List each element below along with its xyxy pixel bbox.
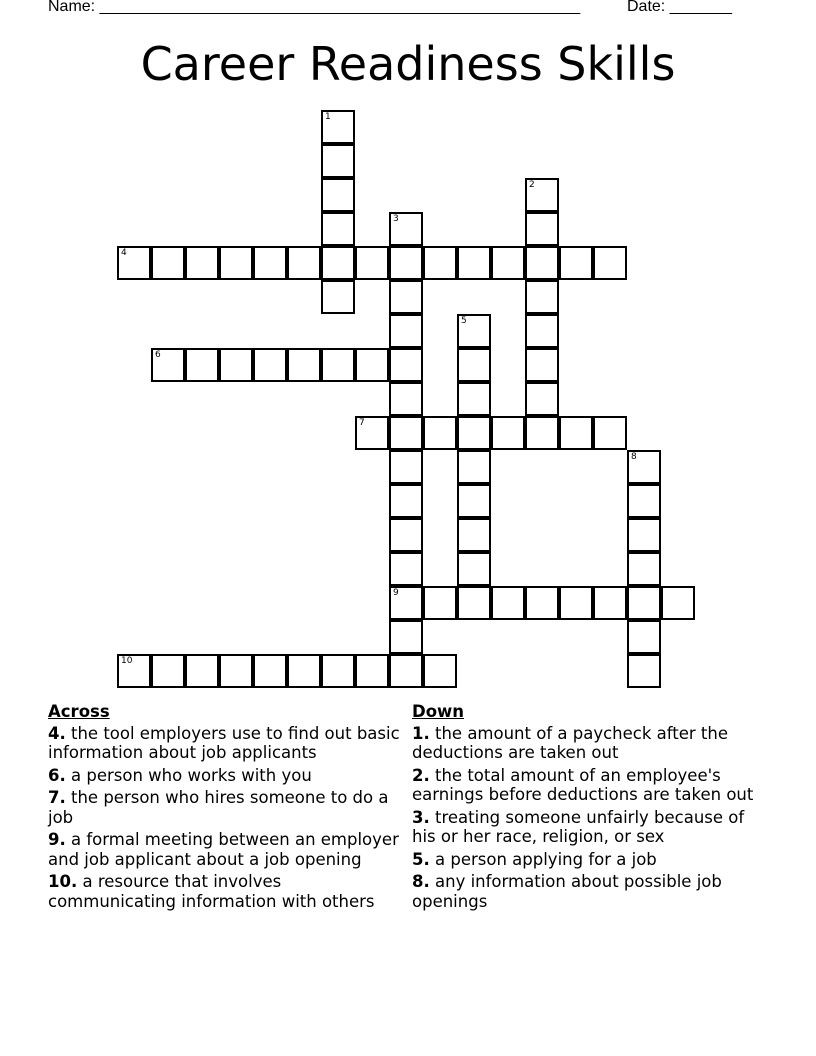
grid-cell[interactable] xyxy=(219,246,253,280)
grid-cell[interactable] xyxy=(457,484,491,518)
clue-text: a formal meeting between an employer and job applicant about a job opening xyxy=(48,830,399,869)
across-clue xyxy=(48,830,408,869)
grid-cell[interactable] xyxy=(389,314,423,348)
clue-text: any information about possible job openings xyxy=(412,872,722,911)
grid-cell[interactable] xyxy=(389,348,423,382)
grid-cell[interactable] xyxy=(389,654,423,688)
grid-cell[interactable] xyxy=(457,348,491,382)
grid-cell[interactable] xyxy=(661,586,695,620)
clue-number-label: 2 xyxy=(529,180,535,190)
clue-number-label: 10 xyxy=(121,656,133,666)
clue-number: 5. xyxy=(412,849,430,869)
grid-cell[interactable] xyxy=(627,552,661,586)
clue-number-label: 6 xyxy=(155,350,161,360)
down-clue xyxy=(412,766,772,805)
grid-cell[interactable] xyxy=(457,518,491,552)
grid-cell[interactable] xyxy=(151,654,185,688)
page-title: Career Readiness Skills xyxy=(140,37,676,91)
clue-text: a person who works with you xyxy=(71,765,312,785)
across-clue xyxy=(48,766,408,786)
grid-cell[interactable] xyxy=(457,382,491,416)
grid-cell[interactable] xyxy=(423,246,457,280)
grid-cell[interactable] xyxy=(593,586,627,620)
grid-cell[interactable] xyxy=(525,348,559,382)
clue-number-label: 5 xyxy=(461,316,467,326)
grid-cell[interactable] xyxy=(627,654,661,688)
grid-cell[interactable] xyxy=(525,314,559,348)
down-clue xyxy=(412,808,772,847)
grid-cell[interactable] xyxy=(389,552,423,586)
clue-number: 2. xyxy=(412,765,430,785)
clue-number: 1. xyxy=(412,723,430,743)
grid-cell[interactable] xyxy=(457,314,491,348)
down-clues xyxy=(412,702,772,914)
grid-cell[interactable] xyxy=(457,552,491,586)
grid-cell[interactable] xyxy=(355,246,389,280)
grid-cell[interactable] xyxy=(457,586,491,620)
grid-cell[interactable] xyxy=(117,654,151,688)
grid-cell[interactable] xyxy=(389,382,423,416)
grid-cell[interactable] xyxy=(355,416,389,450)
grid-cell[interactable] xyxy=(423,586,457,620)
grid-cell[interactable] xyxy=(219,654,253,688)
clue-text: treating someone unfairly because of his or her race, religion, or sex xyxy=(412,807,745,846)
grid-cell[interactable] xyxy=(321,178,355,212)
grid-cell[interactable] xyxy=(389,620,423,654)
grid-cell[interactable] xyxy=(185,246,219,280)
grid-cell[interactable] xyxy=(389,450,423,484)
clue-number: 6. xyxy=(48,765,66,785)
grid-cell[interactable] xyxy=(525,178,559,212)
clue-number-label: 4 xyxy=(121,248,127,258)
grid-cell[interactable] xyxy=(559,416,593,450)
grid-cell[interactable] xyxy=(525,246,559,280)
grid-cell[interactable] xyxy=(287,654,321,688)
down-clue xyxy=(412,724,772,763)
grid-cell[interactable] xyxy=(457,416,491,450)
grid-cell[interactable] xyxy=(627,450,661,484)
clue-text: the tool employers use to find out basic information about job applicants xyxy=(48,723,400,762)
down-clue xyxy=(412,872,772,911)
grid-cell[interactable] xyxy=(151,348,185,382)
grid-cell[interactable] xyxy=(389,246,423,280)
grid-cell[interactable] xyxy=(287,246,321,280)
grid-cell[interactable] xyxy=(559,246,593,280)
grid-cell[interactable] xyxy=(457,246,491,280)
clue-number-label: 7 xyxy=(359,418,365,428)
grid-cell[interactable] xyxy=(457,450,491,484)
name-field-label[interactable]: Name: ______________________________________________________ xyxy=(48,0,581,15)
clue-number: 9. xyxy=(48,830,66,849)
clue-number-label: 9 xyxy=(393,588,399,598)
grid-cell[interactable] xyxy=(321,212,355,246)
grid-cell[interactable] xyxy=(253,246,287,280)
grid-cell[interactable] xyxy=(389,416,423,450)
grid-cell[interactable] xyxy=(355,654,389,688)
date-field-label[interactable]: Date: _______ xyxy=(627,0,732,15)
grid-cell[interactable] xyxy=(525,416,559,450)
clue-number-label: 3 xyxy=(393,214,399,224)
across-clue xyxy=(48,724,408,763)
grid-cell[interactable] xyxy=(525,586,559,620)
grid-cell[interactable] xyxy=(491,416,525,450)
grid-cell[interactable] xyxy=(185,348,219,382)
grid-cell[interactable] xyxy=(525,212,559,246)
grid-cell[interactable] xyxy=(321,348,355,382)
across-clue xyxy=(48,872,408,911)
grid-cell[interactable] xyxy=(593,246,627,280)
clue-number: 3. xyxy=(412,807,430,827)
clue-number: 4. xyxy=(48,723,66,743)
grid-cell[interactable] xyxy=(321,110,355,144)
clue-number: 7. xyxy=(48,788,66,807)
grid-cell[interactable] xyxy=(321,280,355,314)
down-clue xyxy=(412,850,772,870)
grid-cell[interactable] xyxy=(185,654,219,688)
grid-cell[interactable] xyxy=(525,382,559,416)
grid-cell[interactable] xyxy=(491,246,525,280)
clue-number: 10. xyxy=(48,872,78,891)
grid-cell[interactable] xyxy=(627,518,661,552)
clue-number-label: 1 xyxy=(325,112,331,122)
across-clue xyxy=(48,788,408,827)
clue-text: a person applying for a job xyxy=(435,849,657,869)
grid-cell[interactable] xyxy=(253,654,287,688)
clue-text: the amount of a paycheck after the deductions are taken out xyxy=(412,723,728,762)
grid-cell[interactable] xyxy=(389,518,423,552)
grid-cell[interactable] xyxy=(389,484,423,518)
grid-cell[interactable] xyxy=(627,620,661,654)
down-heading: Down xyxy=(412,702,465,721)
grid-cell[interactable] xyxy=(389,280,423,314)
clue-text: a resource that involves communicating information with others xyxy=(48,872,375,911)
grid-cell[interactable] xyxy=(423,654,457,688)
grid-cell[interactable] xyxy=(321,654,355,688)
grid-cell[interactable] xyxy=(321,144,355,178)
across-clues xyxy=(48,702,408,914)
grid-cell[interactable] xyxy=(627,484,661,518)
grid-cell[interactable] xyxy=(253,348,287,382)
grid-cell[interactable] xyxy=(525,280,559,314)
grid-cell[interactable] xyxy=(219,348,253,382)
grid-cell[interactable] xyxy=(117,246,151,280)
grid-cell[interactable] xyxy=(559,586,593,620)
grid-cell[interactable] xyxy=(423,416,457,450)
grid-cell[interactable] xyxy=(593,416,627,450)
clue-text: the total amount of an employee's earnings before deductions are taken out xyxy=(412,765,754,804)
clue-text: the person who hires someone to do a job xyxy=(48,788,389,827)
grid-cell[interactable] xyxy=(151,246,185,280)
clue-number: 8. xyxy=(412,872,430,891)
grid-cell[interactable] xyxy=(389,586,423,620)
clue-number-label: 8 xyxy=(631,452,637,462)
grid-cell[interactable] xyxy=(491,586,525,620)
across-heading: Across xyxy=(48,702,110,721)
grid-cell[interactable] xyxy=(355,348,389,382)
grid-cell[interactable] xyxy=(389,212,423,246)
grid-cell[interactable] xyxy=(627,586,661,620)
grid-cell[interactable] xyxy=(321,246,355,280)
grid-cell[interactable] xyxy=(287,348,321,382)
